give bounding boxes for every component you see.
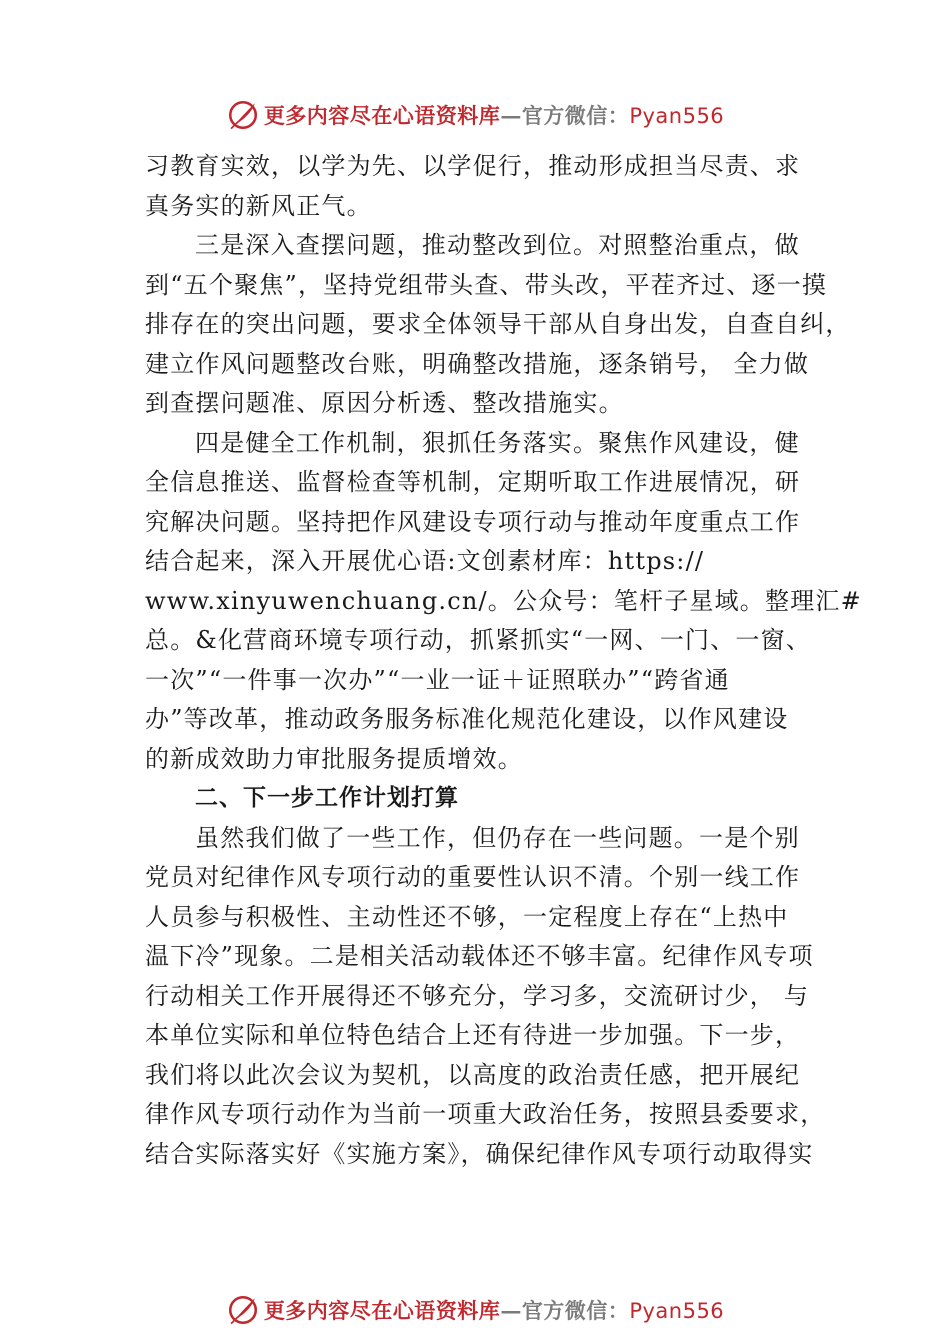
text-line: 行动相关工作开展得还不够充分，学习多，交流研讨少， 与 — [145, 981, 810, 1010]
text-line: 真务实的新风正气。 — [145, 191, 372, 220]
text-line: 的新成效助力审批服务提质增效。 — [145, 744, 523, 773]
text-line: 人员参与积极性、主动性还不够，一定程度上存在“上热中 — [145, 902, 789, 931]
text-line: 建立作风问题整改台账，明确整改措施，逐条销号， 全力做 — [145, 349, 810, 378]
text-line: 究解决问题。坚持把作风建设专项行动与推动年度重点工作 — [145, 507, 801, 536]
quill-pen-circle-icon — [226, 98, 260, 132]
document-body — [145, 147, 862, 1174]
text-line: 一次”“一件事一次办”“一业一证＋证照联办”“跨省通 — [145, 665, 730, 694]
text-line: 习教育实效，以学为先、以学促行，推动形成担当尽责、求 — [145, 152, 801, 180]
text-line: 全信息推送、监督检查等机制，定期听取工作进展情况，研 — [145, 468, 801, 496]
text-line: 温下冷”现象。二是相关活动载体还不够丰富。纪律作风专项 — [145, 942, 814, 970]
watermark-site-text: 更多内容尽在心语资料库 — [263, 103, 501, 128]
watermark-text — [264, 1295, 724, 1325]
footer-watermark-banner — [0, 1290, 950, 1330]
watermark-wechat-id: Pyan556 — [629, 1299, 725, 1323]
quill-pen-circle-icon — [226, 1293, 260, 1327]
text-line: 我们将以此次会议为契机，以高度的政治责任感，把开展纪 — [145, 1060, 801, 1089]
paragraph-start: 四是健全工作机制，狠抓任务落实。聚焦作风建设，健 — [195, 428, 800, 457]
watermark-separator: —官方微信： — [500, 1298, 630, 1323]
text-line: 到“五个聚焦”，坚持党组带头查、带头改，平茬齐过、逐一摸 — [145, 270, 828, 299]
watermark-wechat-id: Pyan556 — [629, 104, 725, 128]
text-line: 律作风专项行动作为当前一项重大政治任务，按照县委要求， — [145, 1100, 826, 1128]
paragraph-start: 虽然我们做了一些工作，但仍存在一些问题。一是个别 — [195, 823, 800, 852]
watermark-separator: —官方微信： — [500, 103, 630, 128]
text-line: 党员对纪律作风专项行动的重要性认识不清。个别一线工作 — [145, 863, 801, 891]
header-watermark-banner — [0, 95, 950, 135]
text-line: 到查摆问题准、原因分析透、整改措施实。 — [145, 389, 624, 417]
text-line: 本单位实际和单位特色结合上还有待进一步加强。下一步， — [145, 1021, 801, 1049]
text-line: 结合实际落实好《实施方案》，确保纪律作风专项行动取得实 — [145, 1139, 814, 1168]
watermark-site-text: 更多内容尽在心语资料库 — [263, 1298, 501, 1323]
text-line: 总。&化营商环境专项行动，抓紧抓实“一网、一门、一窗、 — [145, 626, 812, 654]
watermark-text — [264, 100, 724, 130]
text-line: 结合起来，深入开展优心语:文创素材库：https:// — [145, 547, 705, 575]
text-line: 排存在的突出问题，要求全体领导干部从自身出发，自查自纠， — [145, 310, 851, 338]
section-heading: 二、下一步工作计划打算 — [195, 785, 459, 811]
text-line: 办”等改革，推动政务服务标准化规范化建设，以作风建设 — [145, 705, 789, 733]
text-line: www.xinyuwenchuang.cn/。公众号：笔杆子星域。整理汇# — [145, 586, 862, 615]
paragraph-start: 三是深入查摆问题，推动整改到位。对照整治重点，做 — [195, 231, 800, 259]
